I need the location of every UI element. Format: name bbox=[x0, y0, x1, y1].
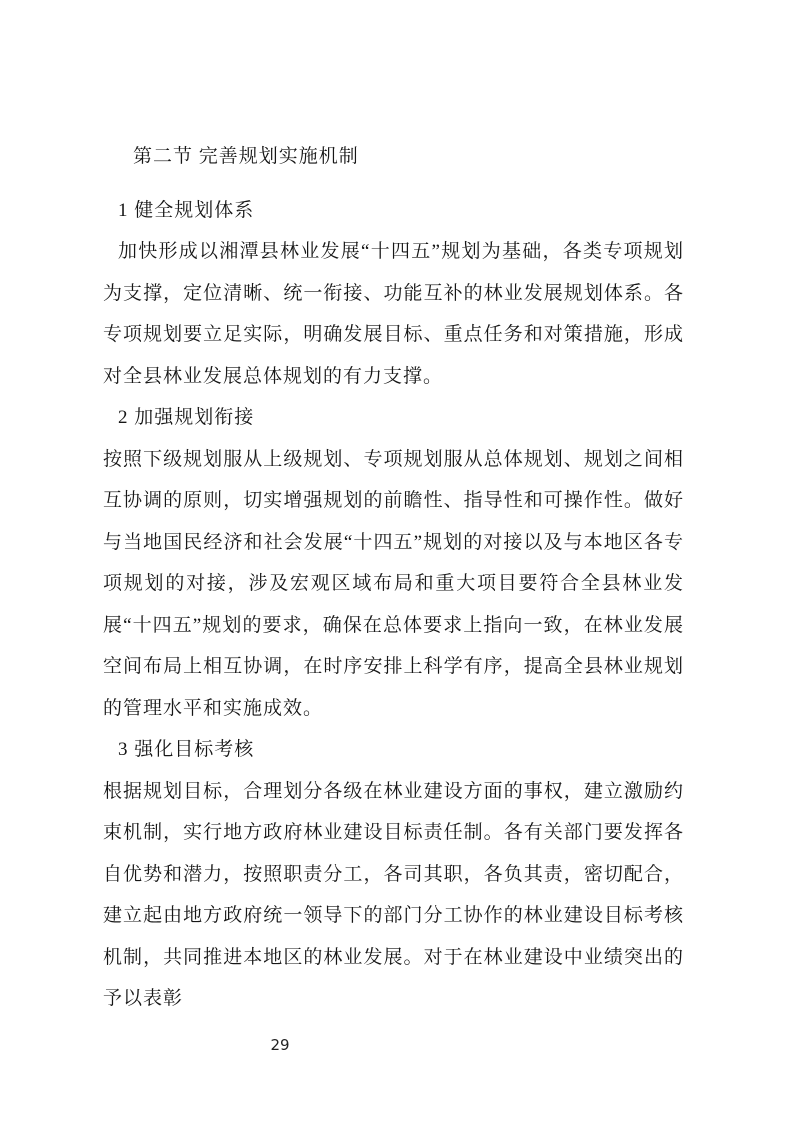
subsection-1-heading: 1 健全规划体系 bbox=[118, 199, 255, 221]
chapter-heading: 第二节 完善规划实施机制 bbox=[133, 146, 359, 167]
subsection-3-heading: 3 强化目标考核 bbox=[118, 739, 255, 760]
subsection-2-heading: 2 加强规划衔接 bbox=[118, 407, 255, 428]
document-content bbox=[103, 136, 684, 1020]
subsection-3-paragraph: 根据规划目标，合理划分各级在林业建设方面的事权，建立激励约束机制，实行地方政府林业建设目标责任制。各有关部门要发挥各自优势和潜力，按照职责分工，各司其职，各负其责，密切配合，建立起由地方政府统一领导下的部门分工协作的林业建设目标考核机制，共同推进本地区的林业发展。对于在林业建设中业绩突出的予以表彰 bbox=[103, 780, 684, 1009]
subsection-2-paragraph: 按照下级规划服从上级规划、专项规划服从总体规划、规划之间相互协调的原则，切实增强规划的前瞻性、指导性和可操作性。做好与当地国民经济和社会发展“十四五”规划的对接以及与本地区各专项规划的对接，涉及宏观区域布局和重大项目要符合全县林业发展“十四五”规划的要求，确保在总体要求上指向一致，在林业发展空间布局上相互协调，在时序安排上科学有序，提高全县林业规划的管理水平和实施成效。 bbox=[103, 448, 684, 719]
subsection-1-paragraph: 加快形成以湘潭县林业发展“十四五”规划为基础，各类专项规划为支撑，定位清晰、统一衔接、功能互补的林业发展规划体系。各专项规划要立足实际，明确发展目标、重点任务和对策措施，形成对全县林业发展总体规划的有力支撑。 bbox=[103, 241, 684, 387]
page-number: 29 bbox=[270, 1036, 290, 1054]
